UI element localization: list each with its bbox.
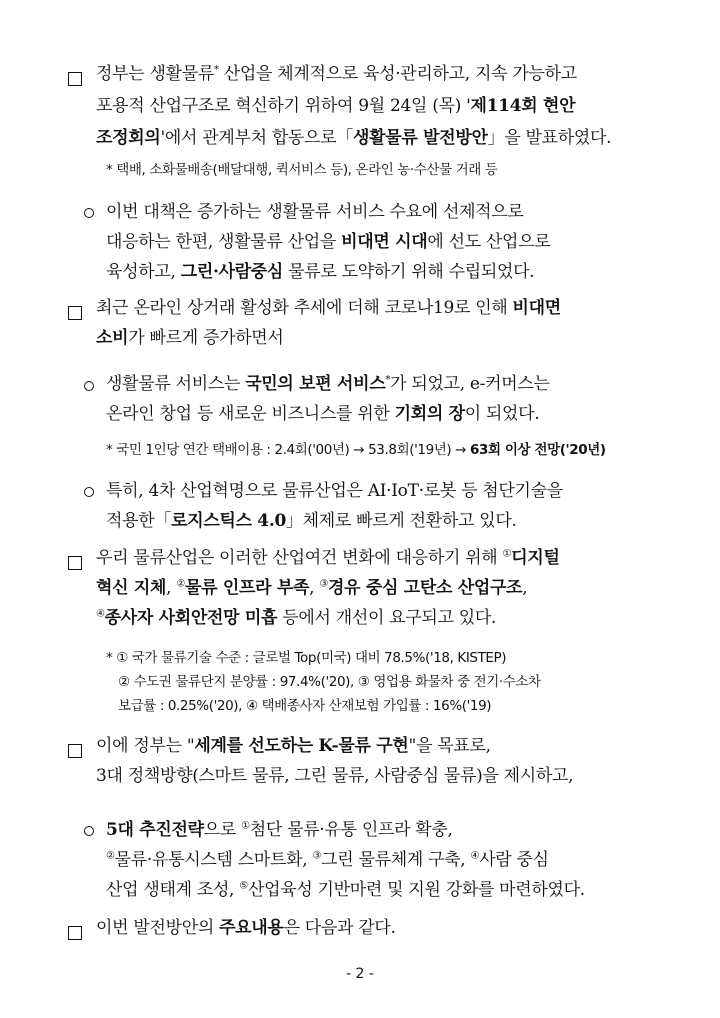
text-segment: , [309, 578, 320, 598]
text-line [106, 848, 549, 872]
text-segment: 산업 생태계 조성, [106, 880, 240, 900]
superscript-marker: ② [176, 578, 185, 590]
bold-text-segment: 세계를 선도하는 K-물류 구현 [194, 736, 409, 756]
text-line [106, 878, 585, 902]
text-segment: ② 수도권 물류단지 분양률 : 97.4%('20), ③ 영업용 화물차 중 전기·수소차 [118, 674, 541, 690]
bold-text-segment: 63회 이상 전망('20년) [469, 442, 606, 458]
text-line [96, 126, 611, 150]
text-line [106, 479, 563, 503]
bold-text-segment: 비대면 시대 [341, 232, 428, 252]
text-segment: 포용적 산업구조로 혁신하기 위하여 9월 24일 (목) ' [96, 96, 471, 116]
text-line [106, 818, 453, 842]
text-segment: 정부는 생활물류 [96, 64, 214, 84]
text-segment: 사람 중심 [479, 850, 549, 870]
bold-text-segment: 그린·사람중심 [180, 262, 284, 282]
square-bullet-icon [68, 926, 82, 940]
text-segment: 산업을 체계적으로 육성·관리하고, 지속 가능하고 [218, 64, 577, 84]
bold-text-segment: 혁신 지체 [96, 578, 167, 598]
text-segment: 그린 물류체계 구축, [321, 850, 471, 870]
superscript-marker: * [213, 64, 219, 76]
superscript-marker: ④ [470, 850, 480, 862]
bold-text-segment: 종사자 사회안전망 미흡 [104, 608, 278, 628]
text-line [96, 916, 396, 940]
text-segment: 온라인 창업 등 새로운 비즈니스를 위한 [106, 404, 395, 424]
footnote [106, 440, 606, 460]
bold-text-segment: 물류 인프라 부족 [185, 578, 310, 598]
text-line [106, 509, 517, 533]
text-line [96, 326, 284, 350]
superscript-marker: ⑤ [239, 880, 248, 892]
superscript-marker: ① [241, 820, 250, 832]
bold-text-segment: 소비 [96, 328, 129, 348]
bold-text-segment: 5대 추진전략 [106, 820, 204, 840]
text-segment: 이번 대책은 증가하는 생활물류 서비스 수요에 선제적으로 [106, 202, 524, 222]
text-segment: 으로 [203, 820, 242, 840]
square-bullet-icon [68, 72, 82, 86]
bold-text-segment: 국민의 보편 서비스 [245, 374, 386, 394]
text-segment: 산업육성 기반마련 및 지원 강화를 마련하였다. [247, 880, 585, 900]
bold-text-segment: 주요내용 [219, 918, 284, 938]
text-line [96, 296, 561, 320]
text-segment: "을 목표로, [408, 736, 491, 756]
text-segment: 이번 발전방안의 [96, 918, 220, 938]
text-line [106, 200, 524, 224]
circle-bullet-icon [84, 826, 94, 836]
square-bullet-icon [68, 744, 82, 758]
bold-text-segment: 기회의 장 [394, 404, 465, 424]
bold-text-segment: 로지스틱스 4.0 [171, 511, 286, 531]
superscript-marker: ③ [319, 578, 328, 590]
superscript-marker: * [385, 374, 391, 386]
bold-text-segment: 경유 중심 고탄소 산업구조 [327, 578, 523, 598]
text-segment: , [522, 578, 528, 598]
text-line [106, 230, 550, 254]
circle-bullet-icon [84, 487, 94, 497]
superscript-marker: ③ [312, 850, 322, 862]
text-segment: '에서 관계부처 합동으로「 [160, 128, 354, 148]
text-line [106, 372, 550, 396]
text-segment: 이 되었다. [464, 404, 540, 424]
text-segment: , [166, 578, 177, 598]
footnote [118, 696, 491, 716]
footnote [106, 648, 506, 668]
text-segment: 특히, 4차 산업혁명으로 물류산업은 AI·IoT·로봇 등 첨단기술을 [106, 481, 563, 501]
square-bullet-icon [68, 306, 82, 320]
page-number: - 2 - [346, 966, 374, 982]
text-segment: * 국민 1인당 연간 택배이용 : 2.4회('00년) → 53.8회('19년) → [106, 442, 470, 458]
text-segment: 육성하고, [106, 262, 181, 282]
text-line [96, 546, 560, 570]
text-segment: 첨단 물류·유통 인프라 확충, [249, 820, 453, 840]
footnote [106, 160, 497, 180]
circle-bullet-icon [84, 208, 94, 218]
text-segment: 3대 정책방향(스마트 물류, 그린 물류, 사람중심 물류)을 제시하고, [96, 766, 574, 786]
bold-text-segment: 조정회의 [96, 128, 161, 148]
text-segment: 」을 발표하였다. [487, 128, 612, 148]
bold-text-segment: 디지털 [511, 548, 560, 568]
text-segment: 대응하는 한편, 생활물류 산업을 [106, 232, 342, 252]
bold-text-segment: 비대면 [512, 298, 561, 318]
text-segment: * ① 국가 물류기술 수준 : 글로벌 Top(미국) 대비 78.5%('18, KISTEP) [106, 650, 507, 666]
superscript-marker: ② [106, 850, 115, 862]
text-segment: 물류로 도약하기 위해 수립되었다. [283, 262, 535, 282]
bold-text-segment: 생활물류 발전방안 [353, 128, 488, 148]
text-line [96, 764, 573, 788]
text-line [96, 734, 491, 758]
square-bullet-icon [68, 556, 82, 570]
text-segment: 보급률 : 0.25%('20), ④ 택배종사자 산재보험 가입률 : 16%('19) [118, 698, 492, 714]
text-segment: 」체제로 빠르게 전환하고 있다. [285, 511, 517, 531]
text-segment: 등에서 개선이 요구되고 있다. [277, 608, 497, 628]
text-segment: 최근 온라인 상거래 활성화 추세에 더해 코로나19로 인해 [96, 298, 513, 318]
text-line [106, 260, 534, 284]
text-segment: 에 선도 산업으로 [427, 232, 551, 252]
text-line [106, 402, 539, 426]
text-segment: 은 다음과 같다. [283, 918, 396, 938]
footnote [118, 672, 541, 692]
text-segment: 이에 정부는 " [96, 736, 195, 756]
circle-bullet-icon [84, 381, 94, 391]
text-line [96, 62, 577, 86]
superscript-marker: ④ [96, 608, 105, 620]
text-segment: 가 되었고, e-커머스는 [390, 374, 550, 394]
text-line [96, 94, 575, 118]
superscript-marker: ① [502, 548, 512, 560]
text-segment: 우리 물류산업은 이러한 산업여건 변화에 대응하기 위해 [96, 548, 503, 568]
text-segment: 생활물류 서비스는 [106, 374, 246, 394]
text-line [96, 576, 527, 600]
text-line [96, 606, 496, 630]
text-segment: * 택배, 소화물배송(배달대행, 퀵서비스 등), 온라인 농·수산물 거래 등 [106, 162, 498, 178]
text-segment: 물류·유통시스템 스마트화, [114, 850, 313, 870]
bold-text-segment: 제114회 현안 [470, 96, 576, 116]
text-segment: 적용한「 [106, 511, 172, 531]
text-segment: 가 빠르게 증가하면서 [128, 328, 284, 348]
